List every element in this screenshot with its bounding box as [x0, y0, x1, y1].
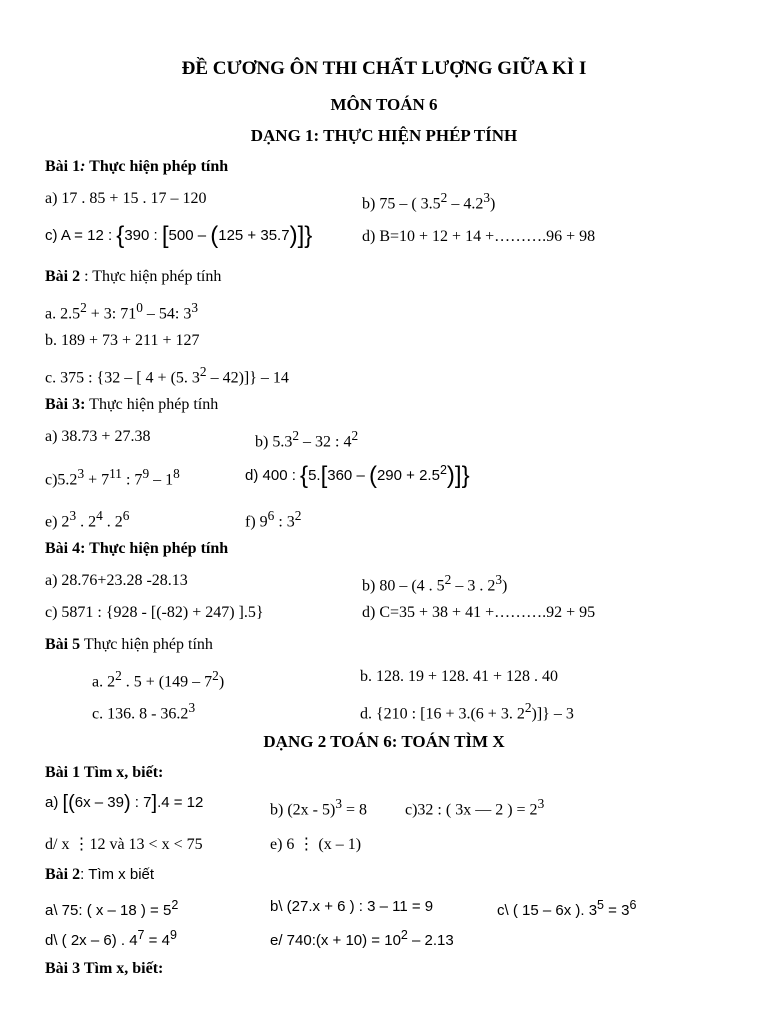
- exercise-3c: $c)5.2^3 + 7^{11}$ : $7^9 - 1^8$: [45, 466, 180, 489]
- exercise-1b: b) 75 – ( $3.5^2 - 4.2^3$): [362, 190, 496, 213]
- find-x-2a: a\ 75: ( x – 18 ) = $5^2$: [45, 898, 179, 919]
- find-x-3-heading: Bài 3 Tìm x, biết:: [45, 960, 164, 977]
- find-x-1b: b) (2x - 5)$^3$ = 8: [270, 796, 368, 819]
- find-x-1c: c)32 : ( 3x — 2 ) = $2^3$: [405, 796, 545, 819]
- exercise-3f: f) $9^6$ : $3^2$: [245, 508, 302, 531]
- find-x-1-heading: Bài 1 Tìm x, biết:: [45, 764, 164, 781]
- find-x-1d: d/ x ⋮12 và 13 < x < 75: [45, 836, 203, 853]
- exercise-1a: a) 17 . 85 + 15 . 17 – 120: [45, 190, 207, 207]
- section-heading-1: DẠNG 1: THỰC HIỆN PHÉP TÍNH: [250, 126, 518, 145]
- find-x-2b: b\ (27.x + 6 ) : 3 – 11 = 9: [270, 898, 434, 915]
- exercise-2b: b. 189 + 73 + 211 + 127: [45, 332, 200, 349]
- exercise-2a: a. $2.5^2 + 3$: $71^0 - 54$: $3^3$: [45, 300, 199, 323]
- exercise-3d: d) 400 : $\{5.[360 - (290 + 2.5^2)]\}$: [245, 462, 470, 489]
- exercise-4-heading: Bài 4: Thực hiện phép tính: [45, 540, 229, 557]
- find-x-2e: e/ 740:(x + $10) = 10^2 - 2.13$: [270, 928, 454, 949]
- exercise-5a: a. $2^2$ . $5 + (149 - 7^2)$: [92, 668, 225, 691]
- document-subtitle: MÔN TOÁN 6: [330, 95, 438, 114]
- document-title: ĐỀ CƯƠNG ÔN THI CHẤT LƯỢNG GIỮA KÌ I: [181, 58, 587, 79]
- exercise-4b: b) 80 – (4 . $5^2 - 3$ . $2^3$): [362, 572, 508, 595]
- exercise-4a: a) 28.76+23.28 -28.13: [45, 572, 188, 589]
- section-heading-2: DẠNG 2 TOÁN 6: TOÁN TÌM X: [263, 732, 505, 751]
- find-x-1e: e) 6 ⋮ (x – 1): [270, 836, 362, 853]
- find-x-2-heading: Bài 2: Tìm x biết: [45, 866, 155, 883]
- exercise-5-heading: Bài 5 Thực hiện phép tính: [45, 636, 213, 653]
- exercise-1c: c) A = 12 : {390 : [500 – (125 + 35.7)]}: [45, 222, 313, 249]
- exercise-3e: e) $2^3$ . $2^4$ . $2^6$: [45, 508, 130, 531]
- find-x-2d: d\ ( 2x – 6) . $4^7 = 4^9$: [45, 928, 177, 949]
- find-x-2c: c\ ( 15 – 6x ). $3^5 = 3^6$: [497, 898, 637, 919]
- exercise-5c: c. 136. 8 - 36.2$^3$: [92, 700, 196, 723]
- exercise-5d: d. {210 : [16 + 3.(6 + 3. $2^2)]\} - 3$: [360, 700, 574, 723]
- find-x-1a: a) [(6x – 39) : 7].4 = 12: [45, 792, 204, 814]
- exercise-4c: c) 5871 : {928 - [(-82) + 247) ].5}: [45, 604, 264, 621]
- exercise-1d: d) B=10 + 12 + 14 +……….96 + 98: [362, 228, 596, 245]
- exercise-4d: d) C=35 + 38 + 41 +……….92 + 95: [362, 604, 596, 621]
- exercise-3a: a) 38.73 + 27.38: [45, 428, 151, 445]
- exercise-5b: b. 128. 19 + 128. 41 + 128 . 40: [360, 668, 559, 685]
- exercise-2c: c. 375 : {32 – [ 4 + (5. $3^2 - 42)]\} - 14$: [45, 364, 289, 387]
- exercise-3b: b) $5.3^2 - 32$ : $4^2$: [255, 428, 359, 451]
- exercise-3-heading: Bài 3: Thực hiện phép tính: [45, 396, 219, 413]
- exercise-2-heading: Bài 2 : Thực hiện phép tính: [45, 268, 222, 285]
- exercise-1-heading: Bài 1: Thực hiện phép tính: [45, 158, 229, 175]
